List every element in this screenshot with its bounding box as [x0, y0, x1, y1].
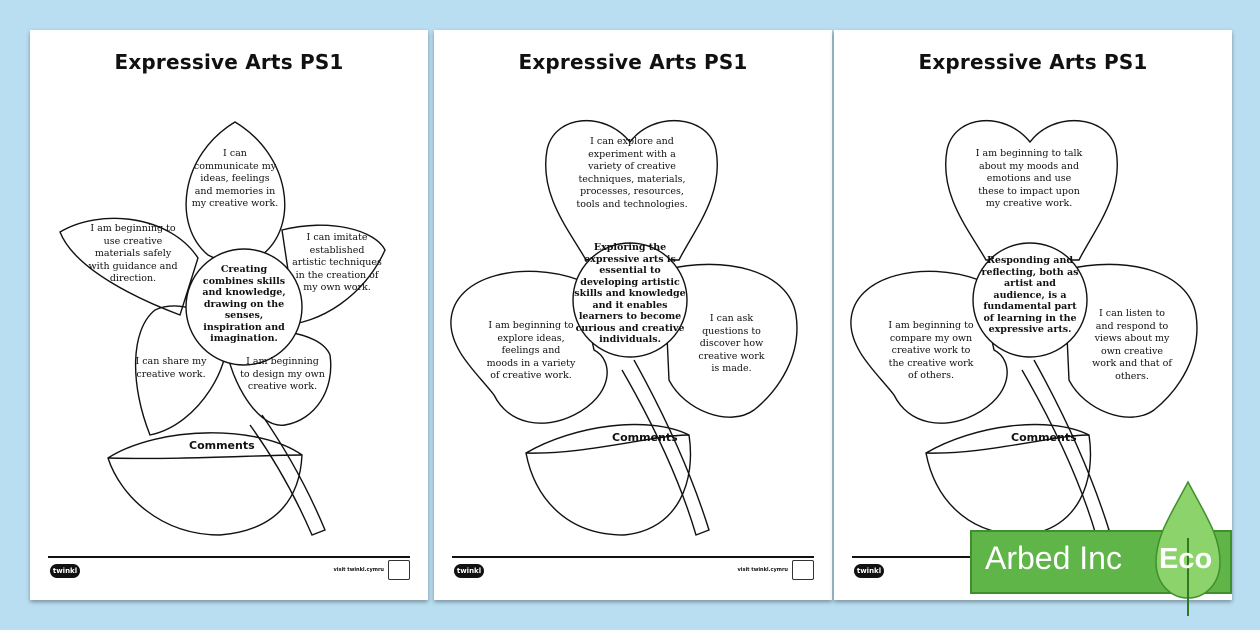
petal-left-text: I am beginning to use creative materials safely with guidance and direction. — [88, 223, 178, 284]
page-title: Expressive Arts PS1 — [518, 50, 748, 74]
eco-label: Eco — [1159, 543, 1213, 575]
petal-left-text: I am beginning to explore ideas, feelings and moods in a variety of creative work. — [486, 320, 576, 381]
petal-left-text: I am beginning to compare my own creative work to the creative work of others. — [888, 320, 974, 381]
center-text: Responding and reflecting, both as artist and audience, is a fundamental part of learning in the expressive arts. — [981, 255, 1079, 335]
brand-name: Arbed Inc — [985, 540, 1122, 576]
comments-label: Comments — [189, 439, 255, 452]
petal-right-text: I can imitate established artistic techniques in the creation of my own work. — [292, 232, 382, 293]
page-title: Expressive Arts PS1 — [918, 50, 1148, 74]
petal-right-text: I can listen to and respond to views about my own creative work and that of others. — [1092, 308, 1172, 382]
petal-right-text: I can ask questions to discover how creative work is made. — [698, 313, 765, 374]
petal-bottom-left-text: I can share my creative work. — [135, 356, 207, 380]
worksheet-1 — [30, 30, 428, 600]
center-text: Exploring the expressive arts is essential to developing artistic skills and knowledge and it enables learners to become curious and creative individuals. — [574, 242, 686, 345]
comments-label: Comments — [1011, 431, 1077, 444]
twinkl-logo: twinkl — [50, 564, 80, 578]
page-title: Expressive Arts PS1 — [114, 50, 344, 74]
petal-top-text: I can communicate my ideas, feelings and memories in my creative work. — [191, 148, 279, 209]
visit-text: visit twinkl.cymru — [737, 567, 788, 573]
comments-label: Comments — [612, 431, 678, 444]
twinkl-logo: twinkl — [454, 564, 484, 578]
crest-icon — [792, 560, 814, 580]
footer-line — [452, 556, 814, 558]
crest-icon — [388, 560, 410, 580]
petal-top-text: I can explore and experiment with a variety of creative techniques, materials, processes, resources, tools and technologies. — [576, 136, 688, 210]
twinkl-logo: twinkl — [854, 564, 884, 578]
footer-line — [48, 556, 410, 558]
visit-text: visit twinkl.cymru — [333, 567, 384, 573]
worksheet-2 — [434, 30, 832, 600]
petal-bottom-right-text: I am beginning to design my own creative work. — [240, 356, 325, 392]
center-text: Creating combines skills and knowledge, drawing on the senses, inspiration and imagination. — [202, 264, 286, 344]
petal-top-text: I am beginning to talk about my moods and emotions and use these to impact upon my creative work. — [975, 148, 1083, 209]
